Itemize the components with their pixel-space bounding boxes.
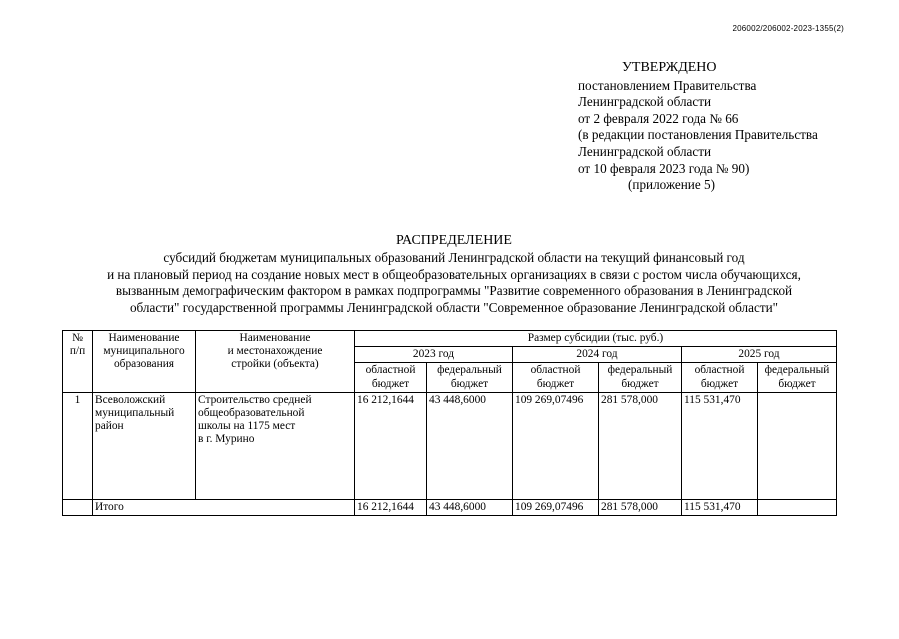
- row-number: 1: [63, 392, 93, 499]
- total-2023-federal: 43 448,6000: [427, 499, 513, 515]
- value-2024-federal: 281 578,000: [599, 392, 682, 499]
- approval-line: от 10 февраля 2023 года № 90): [578, 160, 750, 176]
- budget-federal-header: федеральный бюджет: [758, 363, 837, 392]
- approval-line: Ленинградской области: [578, 143, 712, 159]
- subsidy-table: [62, 330, 837, 516]
- value-2024-regional: 109 269,07496: [513, 392, 599, 499]
- col-header-subsidy: Размер субсидии (тыс. руб.): [355, 331, 837, 347]
- value-2023-regional: 16 212,1644: [355, 392, 427, 499]
- col-header-municipality: Наименование муниципального образования: [93, 331, 196, 393]
- distribution-heading: [40, 233, 868, 316]
- budget-regional-header: областной бюджет: [513, 363, 599, 392]
- heading-line: области" государственной программы Ленинградской области "Современное образование Ленинградской области": [129, 299, 779, 315]
- total-2024-regional: 109 269,07496: [513, 499, 599, 515]
- approval-line: Ленинградской области: [578, 94, 712, 110]
- approval-line: (в редакции постановления Правительства: [578, 127, 818, 143]
- total-2025-regional: 115 531,470: [682, 499, 758, 515]
- total-2024-federal: 281 578,000: [599, 499, 682, 515]
- total-2023-regional: 16 212,1644: [355, 499, 427, 515]
- document-id: 206002/206002-2023-1355(2): [732, 24, 844, 33]
- year-header-2023: 2023 год: [355, 347, 513, 363]
- col-header-object: Наименование и местонахождение стройки (объекта): [196, 331, 355, 393]
- col-header-number: № п/п: [63, 331, 93, 393]
- approval-line: от 2 февраля 2022 года № 66: [578, 110, 739, 126]
- heading-line: субсидий бюджетам муниципальных образований Ленинградской области на текущий финансовый год: [163, 250, 745, 266]
- year-header-2024: 2024 год: [513, 347, 682, 363]
- budget-regional-header: областной бюджет: [682, 363, 758, 392]
- value-2023-federal: 43 448,6000: [427, 392, 513, 499]
- value-2025-regional: 115 531,470: [682, 392, 758, 499]
- approval-line: постановлением Правительства: [578, 77, 757, 93]
- approved-heading: УТВЕРЖДЕНО: [622, 60, 717, 75]
- total-label: Итого: [93, 499, 355, 515]
- row-object: Строительство средней общеобразовательной школы на 1175 мест в г. Мурино: [196, 392, 355, 499]
- total-row: [63, 499, 837, 515]
- budget-regional-header: областной бюджет: [355, 363, 427, 392]
- total-empty-cell: [63, 499, 93, 515]
- table-row: [63, 392, 837, 499]
- appendix-label: (приложение 5): [628, 177, 715, 193]
- heading-title: РАСПРЕДЕЛЕНИЕ: [396, 233, 512, 248]
- row-municipality: Всеволожский муниципальный район: [93, 392, 196, 499]
- year-header-2025: 2025 год: [682, 347, 837, 363]
- approval-block: [578, 60, 818, 194]
- heading-line: и на плановый период на создание новых мест в общеобразовательных организациях в связи с ростом числа обучающихся,: [107, 266, 801, 282]
- budget-federal-header: федеральный бюджет: [599, 363, 682, 392]
- budget-federal-header: федеральный бюджет: [427, 363, 513, 392]
- total-2025-federal: [758, 499, 837, 515]
- value-2025-federal: [758, 392, 837, 499]
- heading-line: вызванным демографическим фактором в рамках подпрограммы "Развитие современного образования в Ленинградской: [115, 283, 793, 299]
